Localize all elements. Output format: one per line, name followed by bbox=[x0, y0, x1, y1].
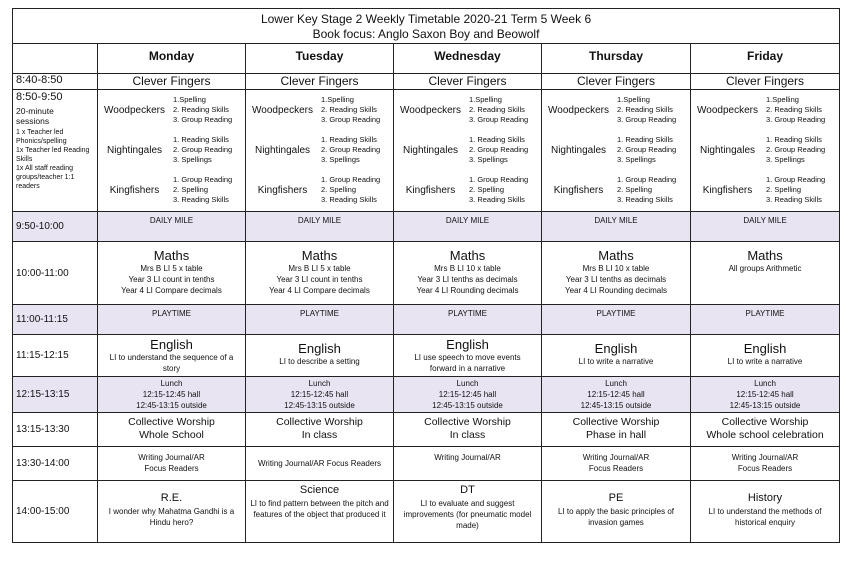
subject-name: English bbox=[446, 337, 489, 352]
time-slot: 8:50-9:50 bbox=[16, 91, 63, 103]
worship-label: Collective Worship bbox=[128, 416, 215, 428]
lunch-hall-time: 12:15-12:45 hall bbox=[736, 390, 794, 399]
subject-name: Maths bbox=[598, 248, 634, 263]
writing-journal-cell bbox=[394, 447, 542, 481]
time-slot: 13:30-14:00 bbox=[13, 447, 98, 481]
writing-journal-cell bbox=[246, 447, 394, 481]
worship-label: Collective Worship bbox=[721, 416, 809, 428]
time-slot: 11:15-12:15 bbox=[13, 335, 98, 377]
lunch-label: Lunch bbox=[308, 379, 331, 388]
lunch-cell bbox=[394, 377, 542, 413]
time-slot: 8:40-8:50 bbox=[13, 74, 98, 90]
lesson-detail: Year 4 LI Rounding decimals bbox=[565, 286, 667, 295]
group-activity: 3. Reading Skills bbox=[766, 195, 822, 204]
group-activity: 3. Group Reading bbox=[766, 115, 826, 124]
lesson-detail: LI to understand the sequence of a story bbox=[109, 353, 234, 373]
group-activity: 1. Group Reading bbox=[766, 175, 826, 184]
group-name: Woodpeckers bbox=[697, 104, 758, 116]
group-activity: 3. Group Reading bbox=[321, 115, 381, 124]
group-activity: 3. Group Reading bbox=[173, 115, 233, 124]
clever-fingers-cell: Clever Fingers bbox=[691, 74, 840, 90]
group-name: Nightingales bbox=[254, 144, 311, 156]
afternoon-subject-cell bbox=[691, 481, 840, 543]
group-activity: 2. Reading Skills bbox=[766, 105, 822, 114]
group-activity: 2. Group Reading bbox=[766, 145, 826, 154]
day-header-friday: Friday bbox=[691, 44, 840, 74]
worship-location: In class bbox=[449, 429, 486, 441]
group-activity: 1. Group Reading bbox=[321, 175, 381, 184]
book-focus: Book focus: Anglo Saxon Boy and Beowolf bbox=[312, 27, 540, 41]
lunch-cell bbox=[98, 377, 246, 413]
daily-mile-cell: DAILY MILE bbox=[542, 212, 691, 242]
time-slot: 13:15-13:30 bbox=[13, 413, 98, 447]
group-activity: 3. Spellings bbox=[173, 155, 212, 164]
group-name: Kingfishers bbox=[702, 184, 753, 196]
activity-label: Writing Journal/AR bbox=[582, 453, 650, 462]
worship-location: Phase in hall bbox=[585, 429, 647, 441]
day-header-monday: Monday bbox=[98, 44, 246, 74]
group-activity: 2. Spelling bbox=[173, 185, 209, 194]
subject-name: R.E. bbox=[160, 492, 183, 504]
lesson-detail: LI to understand the methods of historical enquiry bbox=[708, 507, 822, 527]
reading-session-time-cell bbox=[13, 90, 98, 212]
lesson-detail: Mrs B LI 10 x table bbox=[434, 264, 501, 273]
lesson-detail: Year 3 LI tenths as decimals bbox=[417, 275, 518, 284]
group-name: Woodpeckers bbox=[548, 104, 609, 116]
lesson-detail: LI to find pattern between the pitch and features of the object that produced it bbox=[250, 499, 389, 519]
group-activity: 3. Reading Skills bbox=[469, 195, 525, 204]
playtime-cell: PLAYTIME bbox=[246, 305, 394, 335]
subject-name: History bbox=[747, 492, 783, 504]
english-cell bbox=[246, 335, 394, 377]
time-slot: 11:00-11:15 bbox=[13, 305, 98, 335]
group-activity: 3. Spellings bbox=[469, 155, 508, 164]
group-activity: 3. Reading Skills bbox=[321, 195, 377, 204]
group-name: Kingfishers bbox=[109, 184, 160, 196]
writing-journal-cell bbox=[691, 447, 840, 481]
clever-fingers-cell: Clever Fingers bbox=[542, 74, 691, 90]
group-name: Woodpeckers bbox=[400, 104, 461, 116]
timetable bbox=[12, 8, 840, 543]
lesson-detail: Mrs B LI 5 x table bbox=[140, 264, 203, 273]
lesson-detail: LI use speech to move events forward in a narrative bbox=[414, 353, 521, 373]
lesson-detail: Year 4 LI Compare decimals bbox=[269, 286, 370, 295]
subject-name: English bbox=[743, 341, 787, 356]
time-slot: 9:50-10:00 bbox=[13, 212, 98, 242]
playtime-cell: PLAYTIME bbox=[691, 305, 840, 335]
subject-name: Maths bbox=[153, 248, 190, 263]
playtime-cell: PLAYTIME bbox=[394, 305, 542, 335]
subject-name: DT bbox=[460, 484, 475, 496]
playtime-cell: PLAYTIME bbox=[542, 305, 691, 335]
lunch-hall-time: 12:15-12:45 hall bbox=[587, 390, 645, 399]
lunch-cell bbox=[542, 377, 691, 413]
lesson-detail: LI to evaluate and suggest improvements (for pneumatic model made) bbox=[403, 499, 532, 530]
writing-journal-cell bbox=[542, 447, 691, 481]
activity-label: Writing Journal/AR bbox=[731, 453, 799, 462]
maths-cell bbox=[542, 242, 691, 305]
reading-groups-cell bbox=[691, 90, 840, 212]
session-note: 1x All staff reading groups/teacher 1:1 readers bbox=[16, 165, 75, 190]
subject-name: Science bbox=[299, 484, 340, 496]
worship-location: Whole school celebration bbox=[706, 429, 824, 441]
subject-name: PE bbox=[608, 492, 624, 504]
worship-cell bbox=[394, 413, 542, 447]
lesson-detail: LI to describe a setting bbox=[279, 357, 360, 366]
lunch-outside-time: 12:45-13:15 outside bbox=[432, 401, 503, 410]
subject-name: English bbox=[594, 341, 638, 356]
lesson-detail: Year 3 LI tenths as decimals bbox=[565, 275, 667, 284]
corner-cell bbox=[13, 44, 98, 74]
group-name: Nightingales bbox=[550, 144, 607, 156]
group-activity: 3. Spellings bbox=[321, 155, 360, 164]
group-activity: 1. Group Reading bbox=[617, 175, 677, 184]
group-activity: 2. Spelling bbox=[469, 185, 505, 194]
group-activity: 1.Spelling bbox=[469, 95, 502, 104]
time-slot: 14:00-15:00 bbox=[13, 481, 98, 543]
lesson-detail: LI to write a narrative bbox=[578, 357, 654, 366]
subject-name: Maths bbox=[747, 248, 783, 263]
page-title: Lower Key Stage 2 Weekly Timetable 2020-21 Term 5 Week 6 bbox=[260, 12, 592, 26]
worship-cell bbox=[542, 413, 691, 447]
subject-name: Maths bbox=[301, 248, 338, 263]
clever-fingers-cell: Clever Fingers bbox=[246, 74, 394, 90]
group-activity: 1.Spelling bbox=[173, 95, 206, 104]
group-activity: 1.Spelling bbox=[617, 95, 650, 104]
group-activity: 3. Reading Skills bbox=[173, 195, 229, 204]
lunch-label: Lunch bbox=[456, 379, 479, 388]
group-activity: 1.Spelling bbox=[766, 95, 799, 104]
subject-name: Maths bbox=[449, 248, 486, 263]
group-activity: 2. Group Reading bbox=[617, 145, 677, 154]
lesson-detail: Year 4 LI Rounding decimals bbox=[416, 286, 519, 295]
group-name: Woodpeckers bbox=[104, 104, 165, 116]
group-activity: 3. Reading Skills bbox=[617, 195, 673, 204]
group-name: Kingfishers bbox=[405, 184, 456, 196]
group-activity: 2. Group Reading bbox=[469, 145, 529, 154]
session-length: 20-minute sessions bbox=[16, 106, 54, 126]
clever-fingers-cell: Clever Fingers bbox=[98, 74, 246, 90]
group-activity: 3. Spellings bbox=[617, 155, 656, 164]
group-activity: 1. Reading Skills bbox=[173, 135, 229, 144]
daily-mile-cell: DAILY MILE bbox=[246, 212, 394, 242]
activity-detail: Focus Readers bbox=[588, 464, 644, 473]
worship-label: Collective Worship bbox=[572, 416, 660, 428]
group-activity: 2. Reading Skills bbox=[469, 105, 525, 114]
session-note: 1 x Teacher led Phonics/spelling bbox=[16, 129, 67, 145]
worship-label: Collective Worship bbox=[424, 416, 511, 428]
daily-mile-cell: DAILY MILE bbox=[394, 212, 542, 242]
group-activity: 2. Spelling bbox=[766, 185, 802, 194]
maths-cell bbox=[394, 242, 542, 305]
timetable-title-cell bbox=[13, 9, 840, 44]
subject-name: English bbox=[298, 341, 341, 356]
lunch-label: Lunch bbox=[605, 379, 627, 388]
day-header-tuesday: Tuesday bbox=[246, 44, 394, 74]
worship-location: Whole School bbox=[139, 429, 204, 441]
group-activity: 3. Group Reading bbox=[469, 115, 529, 124]
afternoon-subject-cell bbox=[542, 481, 691, 543]
group-activity: 2. Reading Skills bbox=[173, 105, 229, 114]
group-activity: 3. Group Reading bbox=[617, 115, 677, 124]
lunch-hall-time: 12:15-12:45 hall bbox=[142, 390, 201, 399]
lesson-detail: I wonder why Mahatma Gandhi is a Hindu hero? bbox=[108, 507, 235, 527]
lesson-detail: Year 3 LI count in tenths bbox=[276, 275, 363, 284]
lesson-detail: Mrs B LI 10 x table bbox=[582, 264, 650, 273]
day-header-thursday: Thursday bbox=[542, 44, 691, 74]
afternoon-subject-cell bbox=[394, 481, 542, 543]
group-activity: 2. Group Reading bbox=[173, 145, 233, 154]
lesson-detail: Year 4 LI Compare decimals bbox=[121, 286, 222, 295]
english-cell bbox=[542, 335, 691, 377]
lunch-outside-time: 12:45-13:15 outside bbox=[580, 401, 652, 410]
lesson-detail: Mrs B LI 5 x table bbox=[288, 264, 351, 273]
group-activity: 2. Spelling bbox=[321, 185, 357, 194]
time-slot: 10:00-11:00 bbox=[13, 242, 98, 305]
maths-cell bbox=[691, 242, 840, 305]
activity-label: Writing Journal/AR bbox=[434, 453, 501, 462]
clever-fingers-cell: Clever Fingers bbox=[394, 74, 542, 90]
reading-groups-cell bbox=[98, 90, 246, 212]
lunch-outside-time: 12:45-13:15 outside bbox=[729, 401, 801, 410]
lunch-label: Lunch bbox=[754, 379, 776, 388]
activity-label: Writing Journal/AR bbox=[138, 453, 205, 462]
maths-cell bbox=[246, 242, 394, 305]
group-activity: 1. Reading Skills bbox=[617, 135, 673, 144]
english-cell bbox=[98, 335, 246, 377]
group-activity: 1.Spelling bbox=[321, 95, 354, 104]
lunch-hall-time: 12:15-12:45 hall bbox=[290, 390, 349, 399]
lesson-detail: Year 3 LI count in tenths bbox=[128, 275, 215, 284]
group-name: Kingfishers bbox=[257, 184, 308, 196]
worship-cell bbox=[246, 413, 394, 447]
group-name: Woodpeckers bbox=[252, 104, 313, 116]
daily-mile-cell: DAILY MILE bbox=[691, 212, 840, 242]
group-activity: 2. Reading Skills bbox=[617, 105, 673, 114]
group-activity: 2. Group Reading bbox=[321, 145, 381, 154]
lesson-detail: All groups Arithmetic bbox=[728, 264, 802, 273]
worship-label: Collective Worship bbox=[276, 416, 363, 428]
group-name: Nightingales bbox=[402, 144, 459, 156]
group-activity: 1. Group Reading bbox=[173, 175, 233, 184]
group-name: Nightingales bbox=[699, 144, 756, 156]
day-header-wednesday: Wednesday bbox=[394, 44, 542, 74]
lunch-cell bbox=[246, 377, 394, 413]
group-activity: 1. Reading Skills bbox=[766, 135, 822, 144]
subject-name: English bbox=[150, 337, 193, 352]
group-activity: 1. Reading Skills bbox=[469, 135, 525, 144]
lunch-hall-time: 12:15-12:45 hall bbox=[438, 390, 497, 399]
english-cell bbox=[691, 335, 840, 377]
group-activity: 1. Reading Skills bbox=[321, 135, 377, 144]
lesson-detail: LI to write a narrative bbox=[727, 357, 803, 366]
lunch-cell bbox=[691, 377, 840, 413]
worship-location: In class bbox=[301, 429, 338, 441]
lunch-label: Lunch bbox=[160, 379, 183, 388]
worship-cell bbox=[98, 413, 246, 447]
group-activity: 1. Group Reading bbox=[469, 175, 529, 184]
activity-label: Writing Journal/AR Focus Readers bbox=[257, 459, 381, 468]
lunch-outside-time: 12:45-13:15 outside bbox=[284, 401, 355, 410]
group-activity: 2. Spelling bbox=[617, 185, 653, 194]
group-name: Nightingales bbox=[106, 144, 163, 156]
maths-cell bbox=[98, 242, 246, 305]
lesson-detail: LI to apply the basic principles of invasion games bbox=[557, 507, 675, 527]
lunch-outside-time: 12:45-13:15 outside bbox=[136, 401, 207, 410]
reading-groups-cell bbox=[542, 90, 691, 212]
daily-mile-cell: DAILY MILE bbox=[98, 212, 246, 242]
reading-groups-cell bbox=[394, 90, 542, 212]
worship-cell bbox=[691, 413, 840, 447]
group-activity: 2. Reading Skills bbox=[321, 105, 377, 114]
playtime-cell: PLAYTIME bbox=[98, 305, 246, 335]
english-cell bbox=[394, 335, 542, 377]
reading-groups-cell bbox=[246, 90, 394, 212]
group-activity: 3. Spellings bbox=[766, 155, 805, 164]
activity-detail: Focus Readers bbox=[144, 464, 199, 473]
afternoon-subject-cell bbox=[98, 481, 246, 543]
afternoon-subject-cell bbox=[246, 481, 394, 543]
activity-detail: Focus Readers bbox=[737, 464, 793, 473]
writing-journal-cell bbox=[98, 447, 246, 481]
time-slot: 12:15-13:15 bbox=[13, 377, 98, 413]
group-name: Kingfishers bbox=[553, 184, 604, 196]
session-note: 1x Teacher led Reading Skills bbox=[16, 147, 90, 163]
